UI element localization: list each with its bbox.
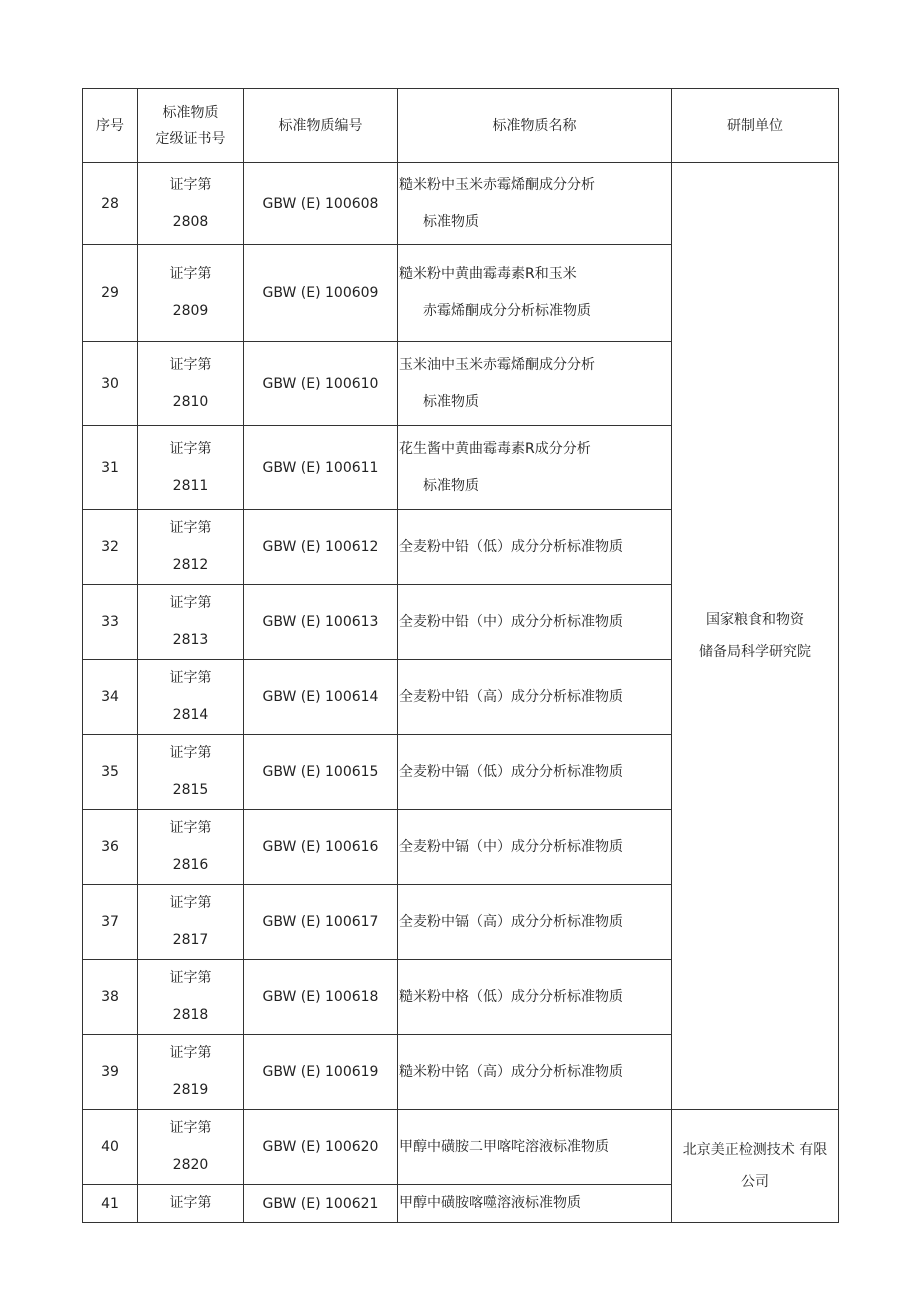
- row-cert: [138, 960, 244, 1035]
- row-code: GBW (E) 100617: [244, 885, 398, 960]
- name-line: 糙米粉中黄曲霉毒素R和玉米: [399, 266, 577, 282]
- name-line: 标准物质: [423, 477, 479, 494]
- row-name: [398, 735, 672, 810]
- header-row: [83, 89, 839, 163]
- row-seq: 36: [83, 810, 138, 885]
- row-code: GBW (E) 100612: [244, 510, 398, 585]
- row-seq: 30: [83, 342, 138, 426]
- row-name: [398, 885, 672, 960]
- row-cert: [138, 245, 244, 342]
- cert-line: 2810: [172, 393, 209, 410]
- header-cert: [138, 89, 244, 163]
- row-seq: 38: [83, 960, 138, 1035]
- unit-line: 储备局科学研究院: [699, 644, 811, 660]
- cert-line: 2812: [172, 557, 209, 573]
- row-seq: 41: [83, 1185, 138, 1223]
- row-code: GBW (E) 100611: [244, 426, 398, 510]
- cert-line: 证字第: [169, 520, 212, 536]
- cert-line: 证字第: [169, 745, 212, 761]
- row-name: [398, 660, 672, 735]
- name-line: 玉米油中玉米赤霉烯酮成分分析: [399, 356, 595, 373]
- header-cert-line2: 定级证书号: [155, 130, 226, 147]
- name-line: 糙米粉中格（低）成分分析标准物质: [399, 988, 623, 1005]
- cert-line: 2811: [172, 477, 209, 494]
- name-line: 标准物质: [423, 213, 479, 230]
- cert-line: 证字第: [169, 970, 212, 986]
- row-name: [398, 163, 672, 245]
- row-unit: [672, 163, 839, 1110]
- unit-line: 国家粮食和物资: [706, 612, 804, 628]
- row-name: [398, 1110, 672, 1185]
- header-code: 标准物质编号: [244, 89, 398, 163]
- row-unit: [672, 1110, 839, 1223]
- row-code: GBW (E) 100610: [244, 342, 398, 426]
- row-cert: [138, 1185, 244, 1223]
- row-cert: [138, 735, 244, 810]
- cert-line: 证字第: [169, 595, 212, 611]
- row-code: GBW (E) 100616: [244, 810, 398, 885]
- header-cert-line1: 标准物质: [162, 104, 219, 121]
- header-name: 标准物质名称: [398, 89, 672, 163]
- row-seq: 37: [83, 885, 138, 960]
- row-code: GBW (E) 100614: [244, 660, 398, 735]
- cert-line: 2808: [172, 213, 209, 230]
- cert-line: 2818: [172, 1007, 209, 1023]
- cert-line: 2809: [172, 303, 209, 319]
- cert-line: 证字第: [169, 266, 212, 282]
- row-seq: 34: [83, 660, 138, 735]
- cert-line: 证字第: [169, 1045, 212, 1061]
- row-cert: [138, 585, 244, 660]
- name-line: 全麦粉中镉（中）成分分析标准物质: [399, 838, 623, 855]
- row-code: GBW (E) 100619: [244, 1035, 398, 1110]
- name-line: 全麦粉中铅（高）成分分析标准物质: [399, 688, 623, 705]
- row-seq: 33: [83, 585, 138, 660]
- row-seq: 35: [83, 735, 138, 810]
- name-line: 全麦粉中镉（低）成分分析标准物质: [399, 763, 623, 780]
- row-code: GBW (E) 100618: [244, 960, 398, 1035]
- name-line: 糙米粉中玉米赤霉烯酮成分分析: [399, 176, 595, 193]
- cert-line: 证字第: [169, 176, 212, 193]
- name-line: 全麦粉中镉（高）成分分析标准物质: [399, 913, 623, 930]
- row-name: [398, 510, 672, 585]
- header-seq: 序号: [83, 89, 138, 163]
- row-code: GBW (E) 100620: [244, 1110, 398, 1185]
- row-code: GBW (E) 100621: [244, 1185, 398, 1223]
- cert-line: 证字第: [169, 1195, 212, 1211]
- table-row: [83, 163, 839, 245]
- cert-line: 证字第: [169, 820, 212, 836]
- cert-line: 证字第: [169, 356, 212, 373]
- row-name: [398, 342, 672, 426]
- name-line: 标准物质: [423, 393, 479, 410]
- row-cert: [138, 342, 244, 426]
- header-unit: 研制单位: [672, 89, 839, 163]
- row-code: GBW (E) 100613: [244, 585, 398, 660]
- row-cert: [138, 426, 244, 510]
- row-name: [398, 960, 672, 1035]
- row-seq: 31: [83, 426, 138, 510]
- name-line: 甲醇中磺胺喀噬溶液标准物质: [399, 1195, 581, 1211]
- row-cert: [138, 885, 244, 960]
- row-name: [398, 1035, 672, 1110]
- row-cert: [138, 1035, 244, 1110]
- row-seq: 39: [83, 1035, 138, 1110]
- row-name: [398, 585, 672, 660]
- row-name: [398, 1185, 672, 1223]
- unit-line: 公司: [741, 1174, 769, 1190]
- cert-line: 2815: [172, 782, 209, 798]
- row-cert: [138, 810, 244, 885]
- cert-line: 证字第: [169, 1120, 212, 1136]
- name-line: 全麦粉中铅（低）成分分析标准物质: [399, 538, 623, 555]
- row-cert: [138, 510, 244, 585]
- row-seq: 29: [83, 245, 138, 342]
- cert-line: 2817: [172, 932, 209, 948]
- cert-line: 2814: [172, 707, 209, 723]
- standards-table: [82, 88, 839, 1223]
- row-cert: [138, 163, 244, 245]
- row-code: GBW (E) 100608: [244, 163, 398, 245]
- row-code: GBW (E) 100609: [244, 245, 398, 342]
- row-cert: [138, 660, 244, 735]
- table-row: [83, 1110, 839, 1185]
- row-name: [398, 426, 672, 510]
- row-seq: 40: [83, 1110, 138, 1185]
- cert-line: 2813: [172, 632, 209, 648]
- row-seq: 32: [83, 510, 138, 585]
- row-seq: 28: [83, 163, 138, 245]
- name-line: 甲醇中磺胺二甲喀咤溶液标准物质: [399, 1138, 609, 1155]
- cert-line: 2819: [172, 1082, 209, 1098]
- cert-line: 证字第: [169, 440, 212, 457]
- name-line: 全麦粉中铅（中）成分分析标准物质: [399, 613, 623, 630]
- row-code: GBW (E) 100615: [244, 735, 398, 810]
- name-line: 赤霉烯酮成分分析标准物质: [423, 303, 591, 319]
- row-cert: [138, 1110, 244, 1185]
- unit-line: 北京美正检测技术 有限: [682, 1142, 828, 1158]
- name-line: 花生酱中黄曲霉毒素R成分分析: [399, 440, 591, 457]
- cert-line: 2816: [172, 857, 209, 873]
- cert-line: 证字第: [169, 895, 212, 911]
- name-line: 糙米粉中铭（高）成分分析标准物质: [399, 1063, 623, 1080]
- row-name: [398, 245, 672, 342]
- cert-line: 2820: [172, 1157, 209, 1173]
- cert-line: 证字第: [169, 670, 212, 686]
- row-name: [398, 810, 672, 885]
